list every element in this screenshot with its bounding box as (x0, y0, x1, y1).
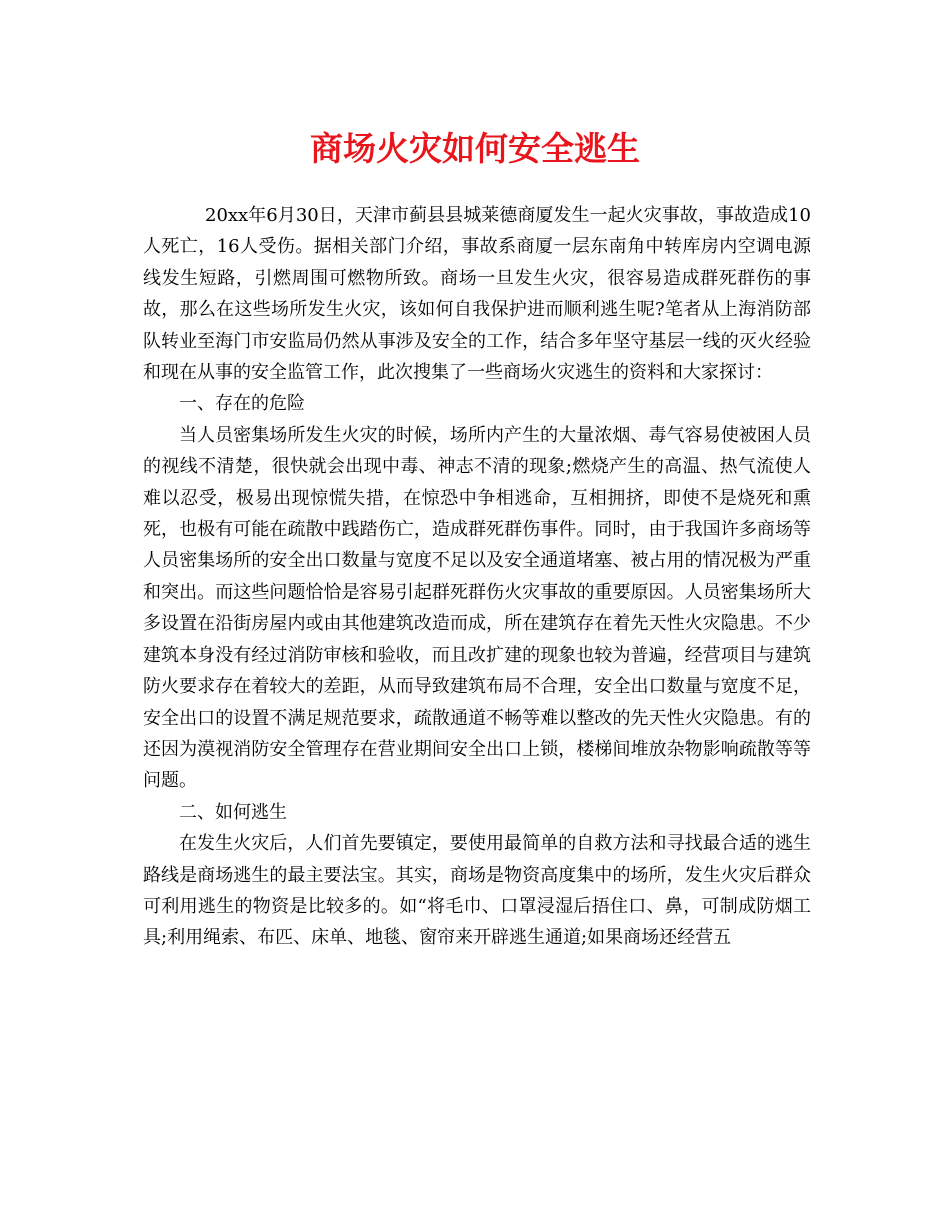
document-body (143, 200, 811, 954)
intro-paragraph: 20xx年6月30日，天津市蓟县县城莱德商厦发生一起火灾事故，事故造成10人死亡，16人受伤。据相关部门介绍，事故系商厦一层东南角中转库房内空调电源线发生短路，引燃周围可燃物所致。商场一旦发生火灾，很容易造成群死群伤的事故，那么在这些场所发生火灾，该如何自我保护进而顺利逃生呢?笔者从上海消防部队转业至海门市安监局仍然从事涉及安全的工作，结合多年坚守基层一线的灭火经验和现在从事的安全监管工作，此次搜集了一些商场火灾逃生的资料和大家探讨： (143, 205, 811, 384)
document-title: 商场火灾如何安全逃生 (310, 129, 640, 168)
risks-paragraph: 当人员密集场所发生火灾的时候，场所内产生的大量浓烟、毒气容易使被困人员的视线不清楚，很快就会出现中毒、神志不清的现象;燃烧产生的高温、热气流使人难以忍受，极易出现惊慌失措，在惊恐中争相逃命，互相拥挤，即使不是烧死和熏死，也极有可能在疏散中践踏伤亡，造成群死群伤事件。同时，由于我国许多商场等人员密集场所的安全出口数量与宽度不足以及安全通道堵塞、被占用的情况极为严重和突出。而这些问题恰恰是容易引起群死群伤火灾事故的重要原因。人员密集场所大多设置在沿街房屋内或由其他建筑改造而成，所在建筑存在着先天性火灾隐患。不少建筑本身没有经过消防审核和验收，而且改扩建的现象也较为普遍，经营项目与建筑防火要求存在着较大的差距，从而导致建筑布局不合理，安全出口数量与宽度不足，安全出口的设置不满足规范要求，疏散通道不畅等难以整改的先天性火灾隐患。有的还因为漠视消防安全管理存在营业期间安全出口上锁，楼梯间堆放杂物影响疏散等等问题。 (143, 424, 811, 792)
section-heading-escape: 二、如何逃生 (179, 801, 287, 823)
escape-paragraph: 在发生火灾后，人们首先要镇定，要使用最简单的自救方法和寻找最合适的逃生路线是商场逃生的最主要法宝。其实，商场是物资高度集中的场所，发生火灾后群众可利用逃生的物资是比较多的。如“将毛巾、口罩浸湿后捂住口、鼻，可制成防烟工具;利用绳索、布匹、床单、地毯、窗帘来开辟逃生通道;如果商场还经营五 (143, 833, 811, 949)
section-heading-risks: 一、存在的危险 (179, 393, 305, 415)
